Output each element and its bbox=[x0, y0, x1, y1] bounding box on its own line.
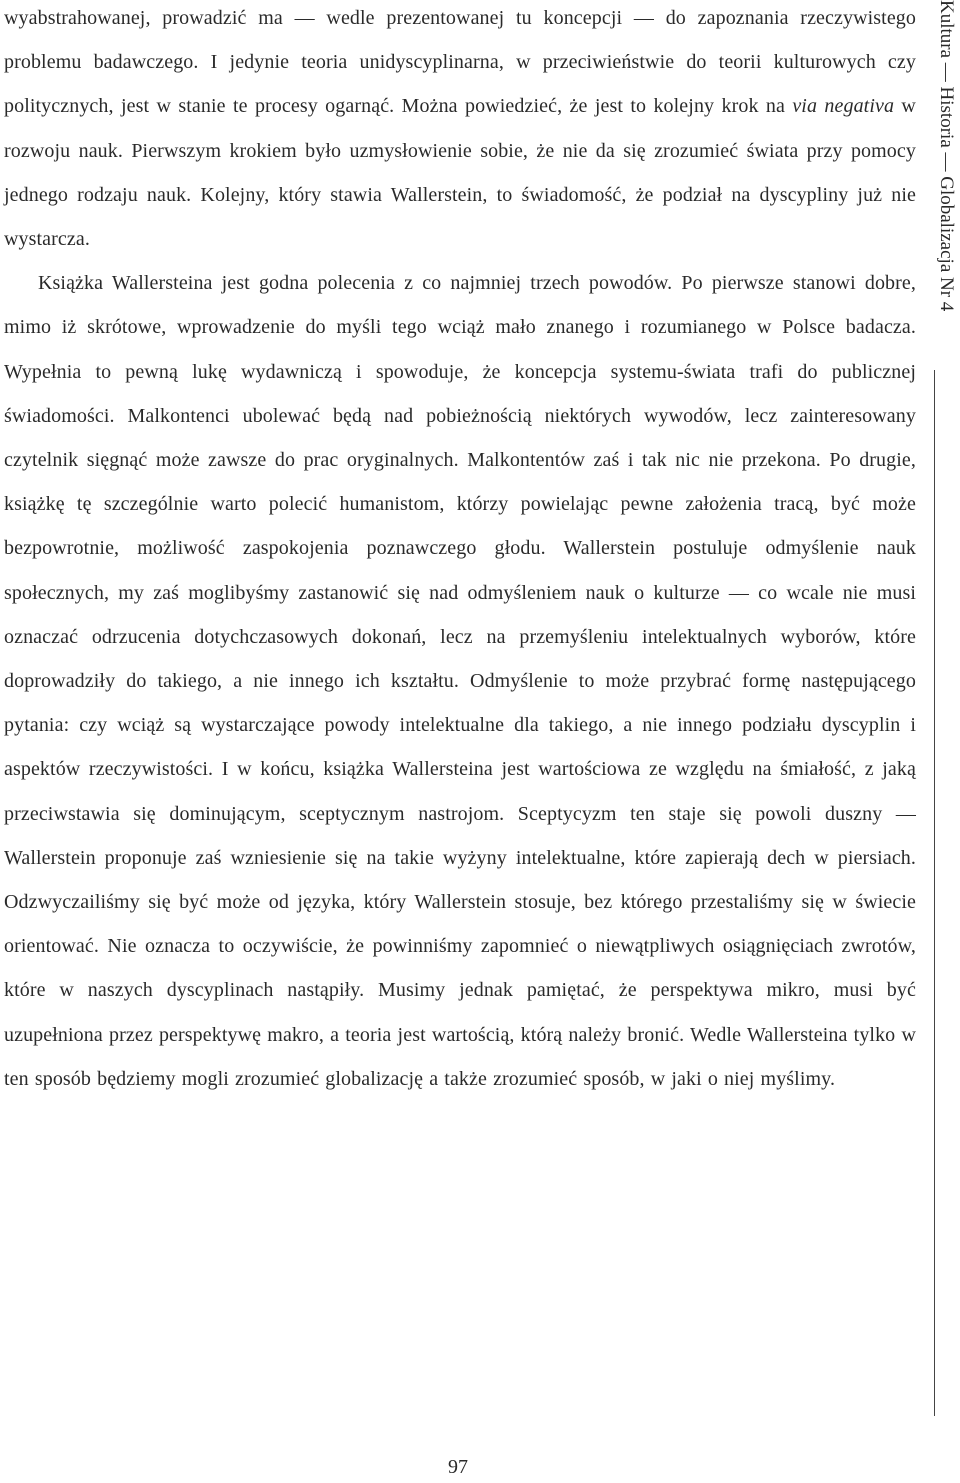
paragraph-book-recommendation: Książka Wallersteina jest godna polecenia z co najmniej trzech powodów. Po pierwsze stanowi dobre, mimo iż skrótowe, wprowadzenie do myśli tego wciąż mało znanego i rozumianego w Polsce badacza. Wypełnia to pewną lukę wydawniczą i spowoduje, że koncepcja systemu-świata trafi do publicznej świadomości. Malkontenci ubolewać będą nad pobieżnością niektórych wywodów, lecz zainteresowany czytelnik sięgnąć może zawsze do prac oryginalnych. Malkontentów zaś i tak nic nie przekona. Po drugie, książkę tę szczególnie warto polecić humanistom, którzy powielając pewne założenia tracą, być może bezpowrotnie, możliwość zaspokojenia poznawczego głodu. Wallerstein postuluje odmyślenie nauk społecznych, my zaś moglibyśmy zastanowić się nad odmyśleniem nauk o kulturze — co wcale nie musi oznaczać odrzucenia dotychczasowych dokonań, lecz na przemyśleniu intelektualnych wyborów, które doprowadziły do takiego, a nie innego ich kształtu. Odmyślenie to może przybrać formę następującego pytania: czy wciąż są wystarczające powody intelektualne dla takiego, a nie innego podziału dyscyplin i aspektów rzeczywistości. I w końcu, książka Wallersteina jest wartościowa ze względu na śmiałość, z jaką przeciwstawia się dominującym, sceptycznym nastrojom. Sceptycyzm ten staje się powoli duszny — Wallerstein proponuje zaś wzniesienie się na takie wyżyny intelektualne, które zapierają dech w piersiach. Odzwyczailiśmy się być może od języka, który Wallerstein stosuje, bez którego przestaliśmy się w świecie orientować. Nie oznacza to oczywiście, że powinniśmy zapomnieć o niewątpliwych osiągnięciach zwrotów, które w naszych dyscyplinach nastąpiły. Musimy jednak pamiętać, że perspektywa mikro, musi być uzupełniona przez perspektywę makro, a teoria jest wartością, którą należy bronić. Wedle Wallersteina tylko w ten sposób będziemy mogli zrozumieć globalizację a także zrozumieć sposób, w jaki o niej myślimy. bbox=[4, 272, 916, 1090]
page-number: 97 bbox=[448, 1456, 468, 1478]
paragraph-1-text-b: w rozwoju nauk. Pierwszym krokiem było uzmysłowienie sobie, że nie da się zrozumieć świata przy pomocy jednego rodzaju nauk. Kolejny, który stawia Wallerstein, to świadomość, że podział na dyscypliny już nie wystarcza. bbox=[4, 95, 916, 251]
paragraph-continued bbox=[4, 0, 916, 261]
italic-phrase-via-negativa: via negativa bbox=[792, 95, 895, 118]
running-header-text: Kultura — Historia — Globalizacja Nr 4 bbox=[936, 0, 957, 312]
page-body bbox=[4, 0, 916, 1101]
paragraph-1-text-a: wyabstrahowanej, prowadzić ma — wedle prezentowanej tu koncepcji — do zapoznania rzeczywistego problemu badawczego. I jedynie teoria unidyscyplinarna, w przeciwieństwie do teorii kulturowych czy politycznych, jest w stanie te procesy ogarnąć. Można powiedzieć, że jest to kolejny krok na bbox=[4, 7, 916, 118]
running-header bbox=[932, 0, 960, 1420]
running-header-rule bbox=[934, 370, 935, 1416]
